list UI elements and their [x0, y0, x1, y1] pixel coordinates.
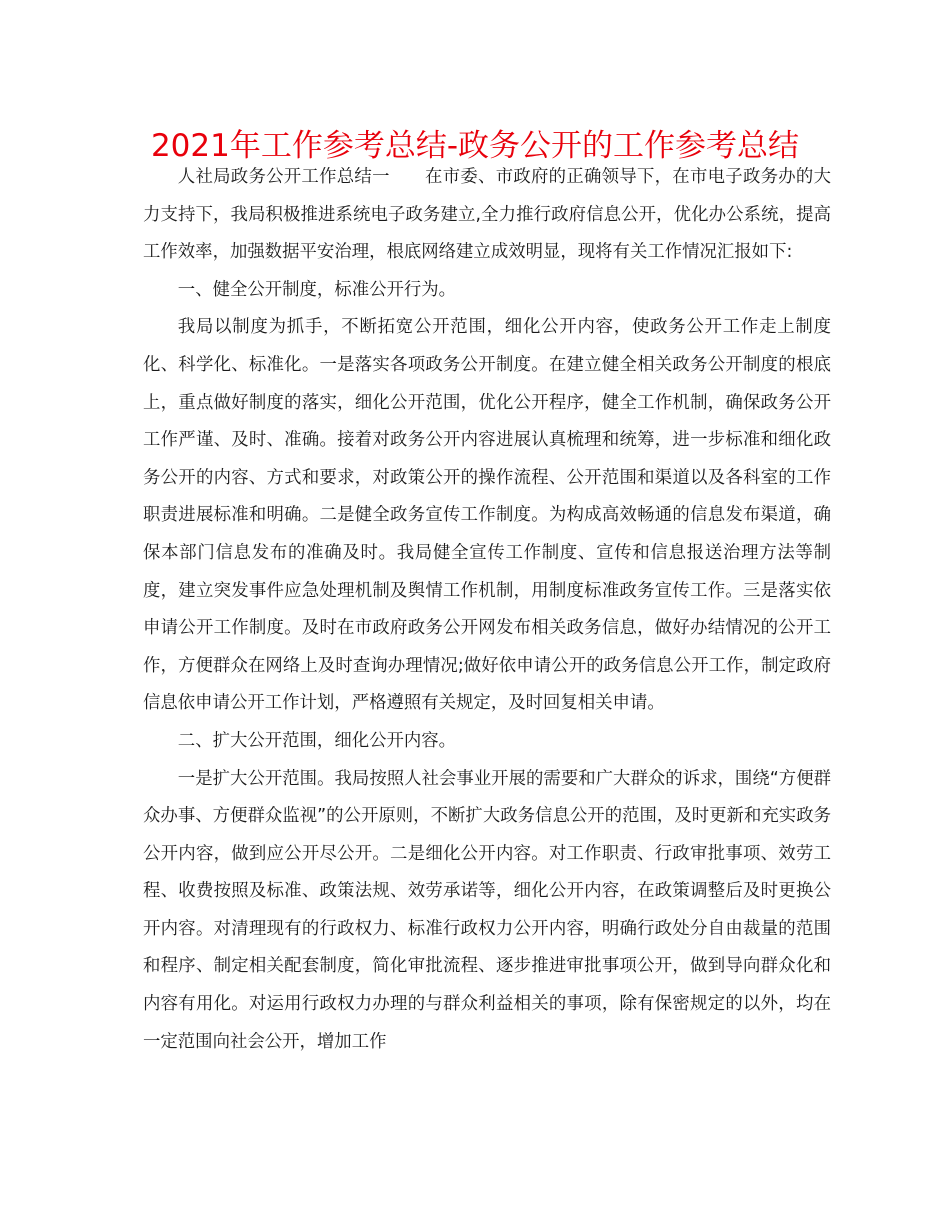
paragraph: 人社局政务公开工作总结一 在市委、市政府的正确领导下，在市电子政务办的大力支持下，我局积极推进系统电子政务建立,全力推行政府信息公开，优化办公系统，提高工作效率，加强数据平安治理，根底网络建立成效明显，现将有关工作情况汇报如下:	[143, 167, 831, 263]
section-heading: 一、健全公开制度，标准公开行为。	[177, 279, 457, 300]
paragraph: 一是扩大公开范围。我局按照人社会事业开展的需要和广大群众的诉求，围绕“方便群众办事、方便群众监视”的公开原则，不断扩大政务信息公开的范围，及时更新和充实政务公开内容，做到应公开尽公开。二是细化公开内容。对工作职责、行政审批事项、效劳工程、收费按照及标准、政策法规、效劳承诺等，细化公开内容，在政策调整后及时更换公开内容。对清理现有的行政权力、标准行政权力公开内容，明确行政处分自由裁量的范围和程序、制定相关配套制度，简化审批流程、逐步推进审批事项公开，做到导向群众化和内容有用化。对运用行政权力办理的与群众利益相关的事项，除有保密规定的以外，均在一定范围向社会公开，增加工作	[143, 768, 831, 1052]
document-title: 2021年工作参考总结-政务公开的工作参考总结	[150, 128, 800, 164]
document-body	[143, 159, 831, 1061]
paragraph: 我局以制度为抓手，不断拓宽公开范围，细化公开内容，使政务公开工作走上制度化、科学化、标准化。一是落实各项政务公开制度。在建立健全相关政务公开制度的根底上，重点做好制度的落实，细化公开范围，优化公开程序，健全工作机制，确保政务公开工作严谨、及时、准确。接着对政务公开内容进展认真梳理和统筹，进一步标准和细化政务公开的内容、方式和要求，对政策公开的操作流程、公开范围和渠道以及各科室的工作职责进展标准和明确。二是健全政务宣传工作制度。为构成高效畅通的信息发布渠道，确保本部门信息发布的准确及时。我局健全宣传工作制度、宣传和信息报送治理方法等制度，建立突发事件应急处理机制及舆情工作机制，用制度标准政务宣传工作。三是落实依申请公开工作制度。及时在市政府政务公开网发布相关政务信息，做好办结情况的公开工作，方便群众在网络上及时查询办理情况;做好依申请公开的政务信息公开工作，制定政府信息依申请公开工作计划，严格遵照有关规定，及时回复相关申请。	[143, 317, 831, 714]
section-heading: 二、扩大公开范围，细化公开内容。	[177, 730, 457, 751]
